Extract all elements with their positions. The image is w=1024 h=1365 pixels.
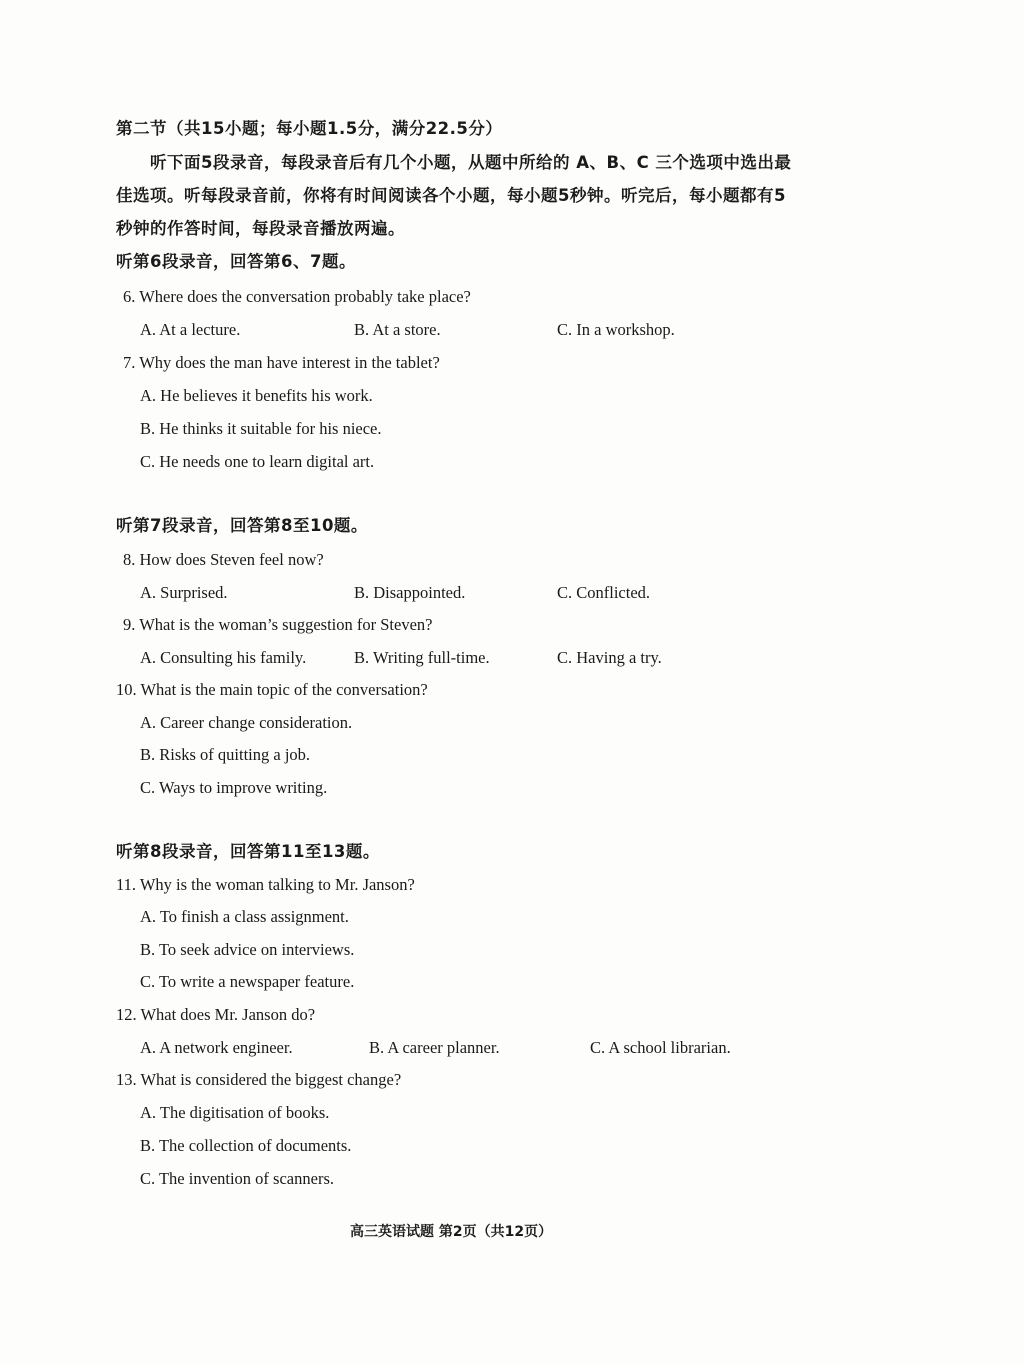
instruction-line: 听下面5段录音，每段录音后有几个小题，从题中所给的 A、B、C 三个选项中选出最 xyxy=(150,153,792,172)
option: A. A network engineer. xyxy=(140,1038,293,1057)
instruction-line: 秒钟的作答时间，每段录音播放两遍。 xyxy=(116,219,405,238)
question-stem: 12. What does Mr. Janson do? xyxy=(116,1005,316,1024)
option: B. Writing full-time. xyxy=(354,648,490,667)
option: B. To seek advice on interviews. xyxy=(140,940,355,959)
option: A. The digitisation of books. xyxy=(140,1103,330,1122)
option: C. Conflicted. xyxy=(557,583,651,602)
option: C. He needs one to learn digital art. xyxy=(140,452,375,471)
option: B. Risks of quitting a job. xyxy=(140,745,311,764)
option: A. Career change consideration. xyxy=(140,713,353,732)
question-stem: 7. Why does the man have interest in the tablet? xyxy=(123,353,440,372)
group-label: 听第6段录音，回答第6、7题。 xyxy=(116,252,356,271)
option: B. A career planner. xyxy=(369,1038,500,1057)
option: A. Consulting his family. xyxy=(140,648,307,667)
option: A. To finish a class assignment. xyxy=(140,907,349,926)
section-header: 第二节（共15小题；每小题1.5分，满分22.5分） xyxy=(116,119,503,138)
question-stem: 8. How does Steven feel now? xyxy=(123,550,324,569)
instruction-line: 佳选项。听每段录音前，你将有时间阅读各个小题，每小题5秒钟。听完后，每小题都有5 xyxy=(116,186,786,205)
option: C. The invention of scanners. xyxy=(140,1169,334,1188)
option: C. A school librarian. xyxy=(590,1038,731,1057)
group-label: 听第8段录音，回答第11至13题。 xyxy=(116,842,380,861)
question-stem: 13. What is considered the biggest change? xyxy=(116,1070,402,1089)
option: B. He thinks it suitable for his niece. xyxy=(140,419,382,438)
option: C. Having a try. xyxy=(557,648,662,667)
option: C. In a workshop. xyxy=(557,320,675,339)
option: B. Disappointed. xyxy=(354,583,466,602)
question-stem: 10. What is the main topic of the conversation? xyxy=(116,680,428,699)
page-footer: 高三英语试题 第2页（共12页） xyxy=(350,1224,553,1240)
option: A. He believes it benefits his work. xyxy=(140,386,373,405)
option: B. The collection of documents. xyxy=(140,1136,352,1155)
group-label: 听第7段录音，回答第8至10题。 xyxy=(116,516,368,535)
option: A. Surprised. xyxy=(140,583,228,602)
option: C. Ways to improve writing. xyxy=(140,778,328,797)
option: C. To write a newspaper feature. xyxy=(140,972,355,991)
question-stem: 9. What is the woman’s suggestion for Steven? xyxy=(123,615,433,634)
option: A. At a lecture. xyxy=(140,320,241,339)
option: B. At a store. xyxy=(354,320,441,339)
question-stem: 6. Where does the conversation probably take place? xyxy=(123,287,471,306)
question-stem: 11. Why is the woman talking to Mr. Janson? xyxy=(116,875,415,894)
